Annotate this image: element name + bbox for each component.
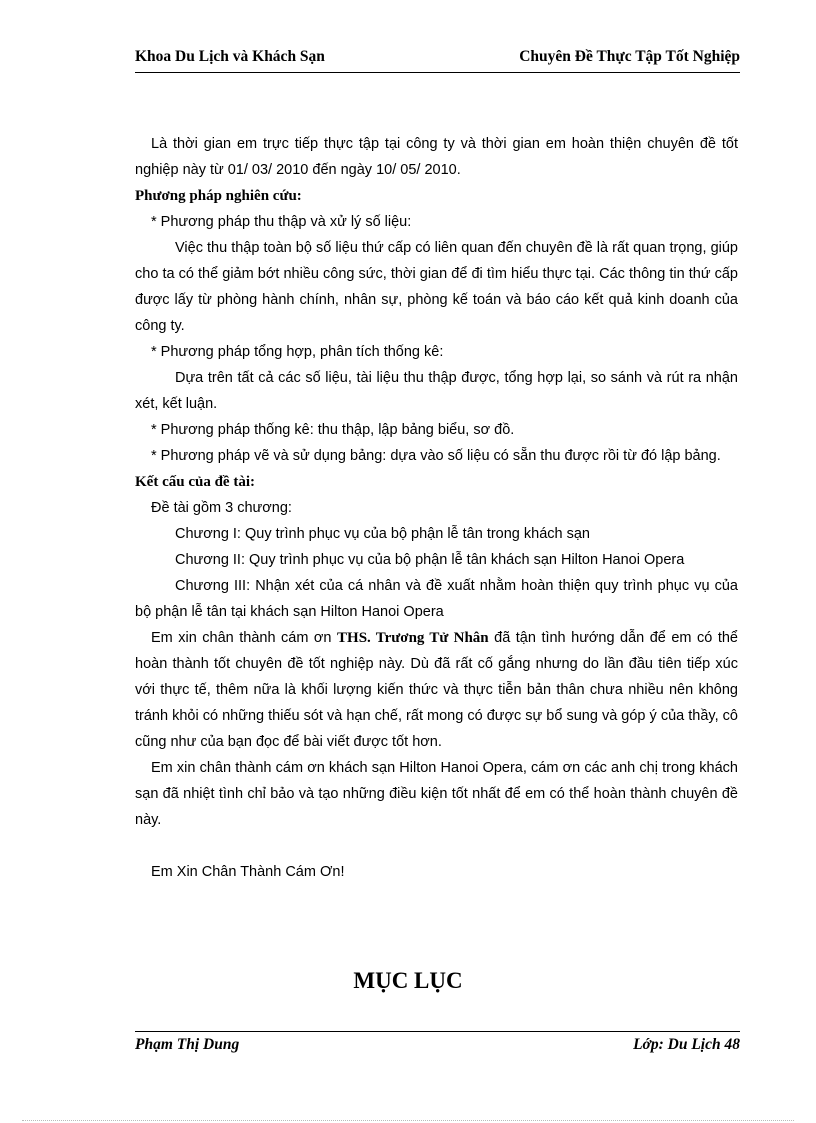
page-footer	[135, 1036, 740, 1054]
paragraph-thanks-hotel: Em xin chân thành cám ơn khách sạn Hilton Hanoi Opera, cám ơn các anh chị trong khách sạn đã nhiệt tình chỉ bảo và tạo những điều kiện tốt nhất để em có thể hoàn thành chuyên đề này.	[135, 760, 738, 828]
chapter-3: Chương III: Nhận xét của cá nhân và đề xuất nhằm hoàn thiện quy trình phục vụ của bộ phận lễ tân tại khách sạn Hilton Hanoi Opera	[135, 578, 738, 620]
method-1-text: Việc thu thập toàn bộ số liệu thứ cấp có liên quan đến chuyên đề là rất quan trọng, giúp cho ta có thể giảm bớt nhiều công sức, thời gian để đi tìm hiểu thực tại. Các thông tin thứ cấp được lấy từ phòng hành chính, nhân sự, phòng kế toán và báo cáo kết quả kinh doanh của công ty.	[135, 240, 738, 334]
paragraph-thanks-advisor	[135, 625, 738, 755]
heading-research-method: Phương pháp nghiên cứu:	[135, 188, 302, 204]
thanks-advisor-lead: Em xin chân thành cám ơn	[151, 630, 338, 646]
heading-structure: Kết cấu của đề tài:	[135, 474, 255, 490]
paragraph-timeframe: Là thời gian em trực tiếp thực tập tại công ty và thời gian em hoàn thiện chuyên đề tốt nghiệp này từ 01/ 03/ 2010 đến ngày 10/ 05/ 2010.	[135, 136, 738, 178]
page-body	[135, 131, 738, 885]
closing-line: Em Xin Chân Thành Cám Ơn!	[151, 864, 345, 880]
advisor-name: THS. Trương Tử Nhân	[337, 630, 489, 646]
footer-author: Phạm Thị Dung	[135, 1036, 240, 1053]
header-doc-type: Chuyên Đề Thực Tập Tốt Nghiệp	[519, 48, 740, 65]
blank-line	[135, 833, 738, 859]
header-faculty: Khoa Du Lịch và Khách Sạn	[135, 48, 325, 65]
page-header	[135, 48, 740, 66]
toc-title: MỤC LỤC	[353, 968, 463, 993]
method-2-title: * Phương pháp tổng hợp, phân tích thống kê:	[151, 344, 444, 360]
method-3: * Phương pháp thống kê: thu thập, lập bảng biểu, sơ đồ.	[151, 422, 515, 438]
structure-intro: Đề tài gồm 3 chương:	[151, 500, 292, 516]
method-1-title: * Phương pháp thu thập và xử lý số liệu:	[151, 214, 412, 230]
footer-divider	[135, 1031, 740, 1032]
thanks-advisor-rest: đã tận tình hướng dẫn để em có thể hoàn thành tốt chuyên đề tốt nghiệp này. Dù đã rất cố gắng nhưng do lần đầu tiên tiếp xúc với thực tế, thêm nữa là khối lượng kiến thức và thực tiễn bản thân chưa nhiều nên không tránh khỏi có những thiếu sót và hạn chế, rất mong có được sự bổ sung và góp ý của thầy, cô cũng như của bạn đọc để bài viết được tốt hơn.	[135, 630, 738, 750]
method-2-text: Dựa trên tất cả các số liệu, tài liệu thu thập được, tổng hợp lại, so sánh và rút ra nhận xét, kết luận.	[135, 370, 738, 412]
header-divider	[135, 72, 740, 73]
method-4: * Phương pháp vẽ và sử dụng bảng: dựa vào số liệu có sẵn thu được rồi từ đó lập bảng.	[151, 448, 721, 464]
footer-class: Lớp: Du Lịch 48	[633, 1036, 740, 1053]
chapter-2: Chương II: Quy trình phục vụ của bộ phận lễ tân khách sạn Hilton Hanoi Opera	[175, 552, 685, 568]
page-edge	[22, 1120, 794, 1121]
chapter-1: Chương I: Quy trình phục vụ của bộ phận lễ tân trong khách sạn	[175, 526, 590, 542]
